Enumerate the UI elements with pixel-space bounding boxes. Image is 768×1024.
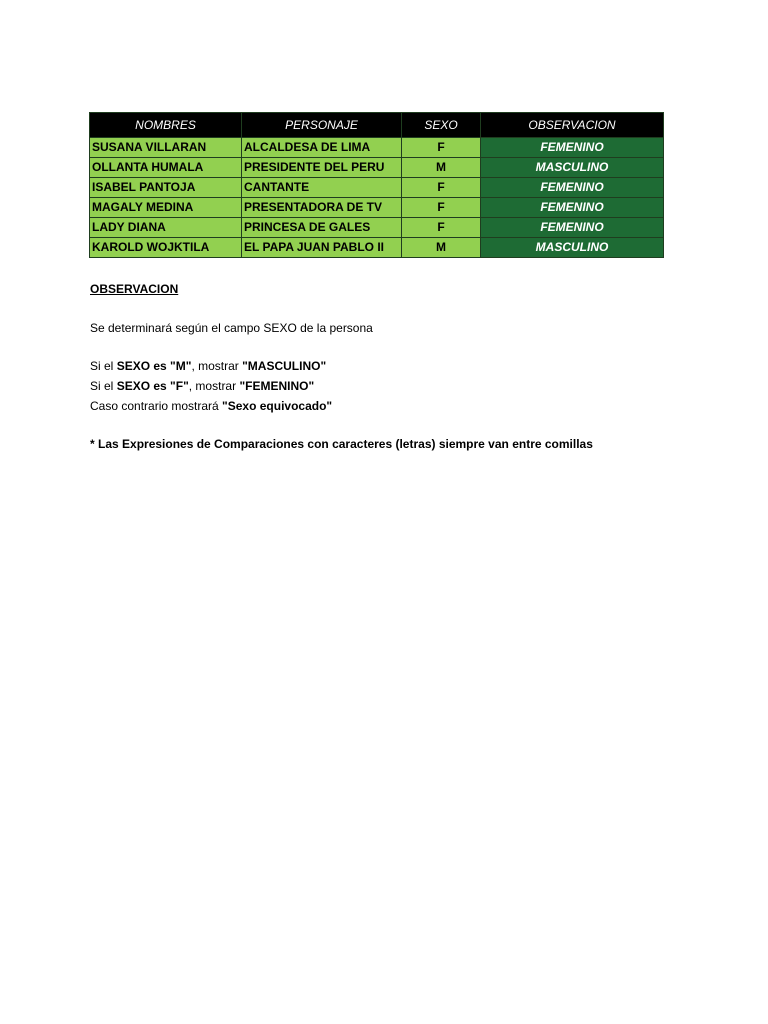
cell-observacion[interactable]: FEMENINO [481, 138, 664, 158]
rule-prefix: Si el [90, 379, 117, 393]
cell-personaje[interactable]: PRESIDENTE DEL PERU [242, 158, 402, 178]
rule-result: "MASCULINO" [242, 359, 327, 373]
cell-nombre[interactable]: MAGALY MEDINA [90, 198, 242, 218]
cell-sexo[interactable]: F [402, 138, 481, 158]
cell-observacion[interactable]: FEMENINO [481, 178, 664, 198]
table-header-row [90, 113, 664, 138]
cell-personaje[interactable]: CANTANTE [242, 178, 402, 198]
note-rule-otherwise [90, 397, 332, 416]
cell-sexo[interactable]: F [402, 178, 481, 198]
cell-nombre[interactable]: KAROLD WOJKTILA [90, 238, 242, 258]
header-personaje[interactable]: PERSONAJE [242, 113, 402, 138]
cell-nombre[interactable]: ISABEL PANTOJA [90, 178, 242, 198]
table-row [90, 238, 664, 258]
cell-sexo[interactable]: M [402, 158, 481, 178]
table-row [90, 178, 664, 198]
header-nombres[interactable]: NOMBRES [90, 113, 242, 138]
cell-nombre[interactable]: OLLANTA HUMALA [90, 158, 242, 178]
rule-field: SEXO es "F" [116, 379, 189, 393]
data-table [89, 112, 664, 258]
rule-field: SEXO es "M" [116, 359, 192, 373]
note-intro: Se determinará según el campo SEXO de la persona [90, 321, 373, 335]
cell-observacion[interactable]: MASCULINO [481, 238, 664, 258]
cell-personaje[interactable]: EL PAPA JUAN PABLO II [242, 238, 402, 258]
note-footer: * Las Expresiones de Comparaciones con caracteres (letras) siempre van entre comillas [90, 437, 593, 451]
cell-personaje[interactable]: PRINCESA DE GALES [242, 218, 402, 238]
note-rule-femenino [90, 377, 314, 396]
rule-result: "Sexo equivocado" [222, 399, 333, 413]
rule-prefix: Caso contrario mostrará [90, 399, 223, 413]
table-row [90, 138, 664, 158]
rule-middle: , mostrar [191, 359, 243, 373]
table-row [90, 218, 664, 238]
cell-sexo[interactable]: F [402, 218, 481, 238]
cell-sexo[interactable]: M [402, 238, 481, 258]
rule-middle: , mostrar [188, 379, 240, 393]
cell-observacion[interactable]: FEMENINO [481, 218, 664, 238]
cell-sexo[interactable]: F [402, 198, 481, 218]
cell-personaje[interactable]: ALCALDESA DE LIMA [242, 138, 402, 158]
header-sexo[interactable]: SEXO [402, 113, 481, 138]
table-row [90, 158, 664, 178]
rule-result: "FEMENINO" [239, 379, 315, 393]
cell-personaje[interactable]: PRESENTADORA DE TV [242, 198, 402, 218]
cell-observacion[interactable]: MASCULINO [481, 158, 664, 178]
cell-nombre[interactable]: LADY DIANA [90, 218, 242, 238]
rule-prefix: Si el [90, 359, 117, 373]
header-observacion[interactable]: OBSERVACION [481, 113, 664, 138]
cell-observacion[interactable]: FEMENINO [481, 198, 664, 218]
notes-title: OBSERVACION [90, 282, 179, 296]
table-row [90, 198, 664, 218]
cell-nombre[interactable]: SUSANA VILLARAN [90, 138, 242, 158]
note-rule-masculino [90, 357, 326, 376]
